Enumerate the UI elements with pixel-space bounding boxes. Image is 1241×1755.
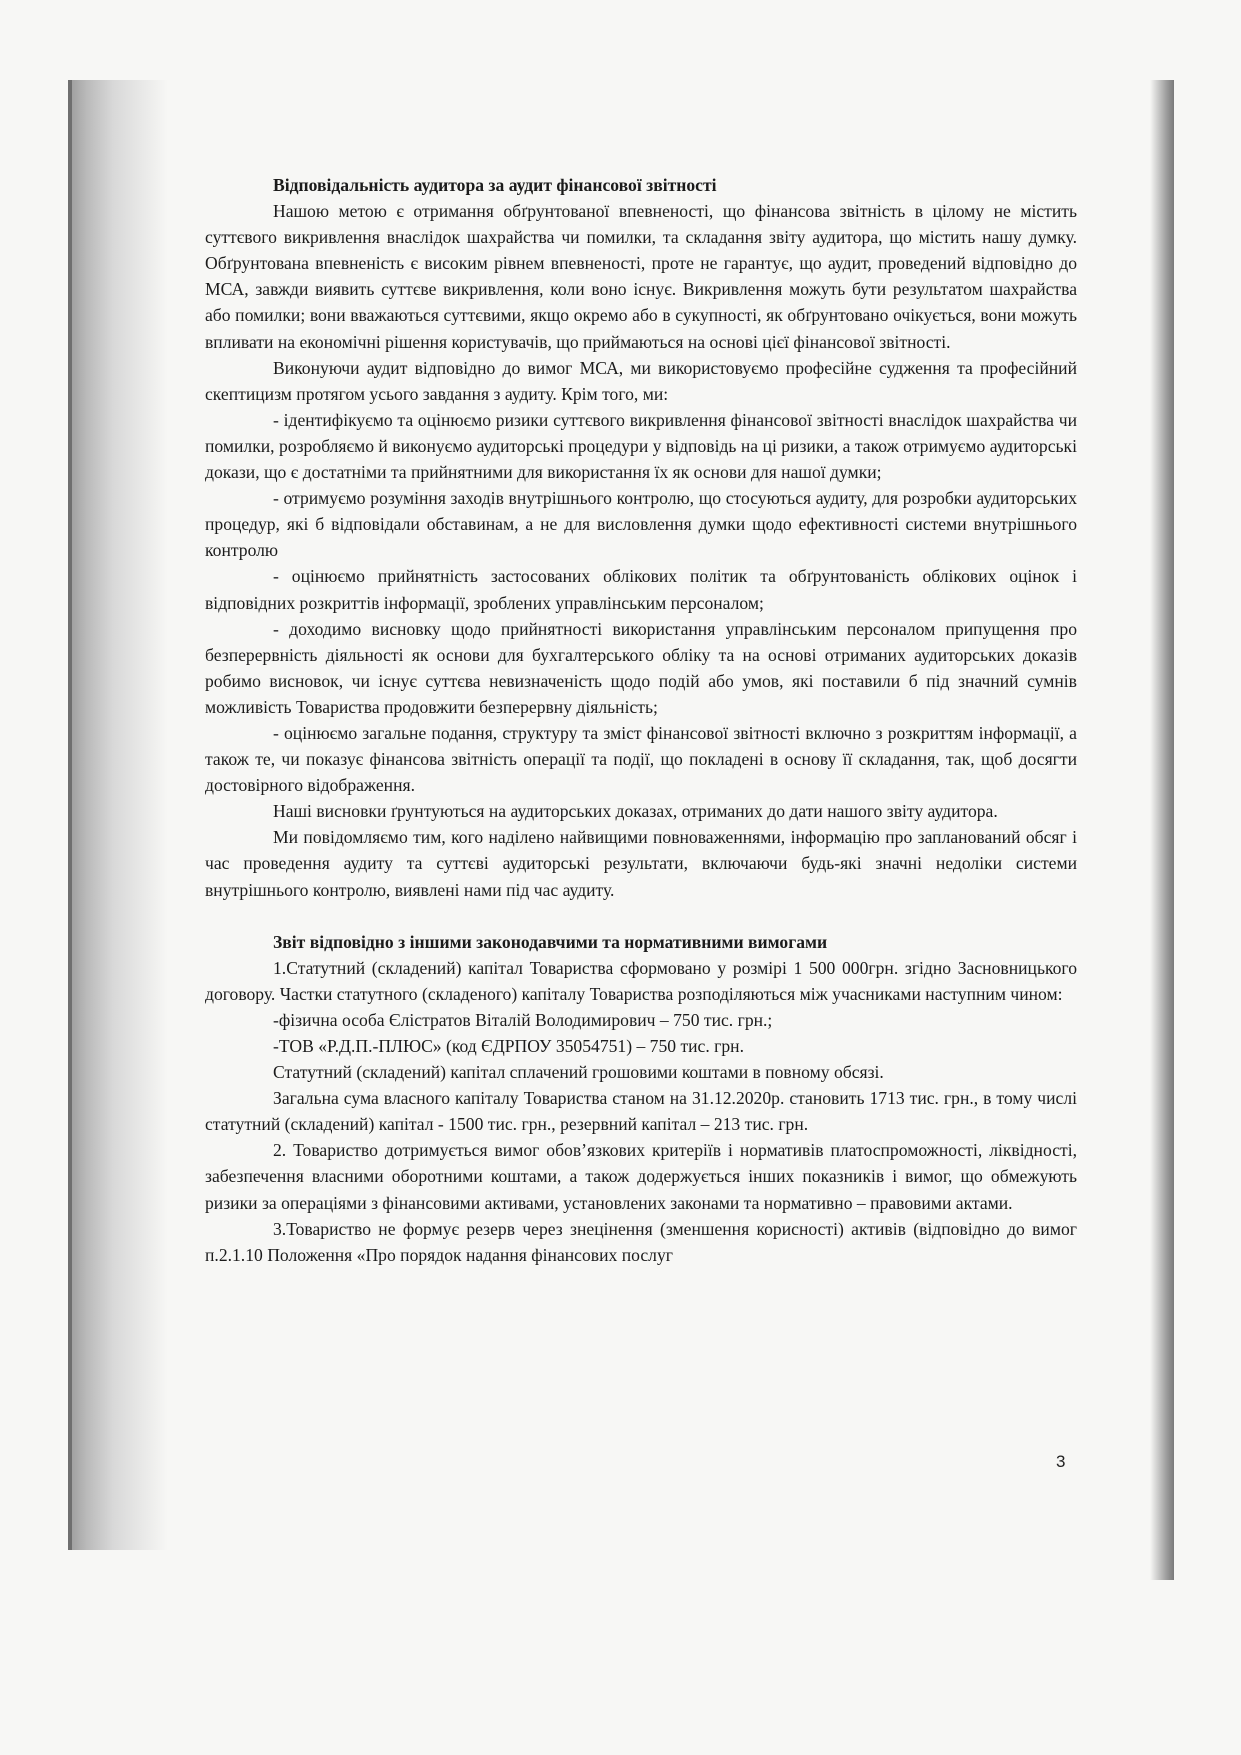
- list-item: - ідентифікуємо та оцінюємо ризики суттєвого викривлення фінансової звітності внаслідок шахрайства чи помилки, розробляємо й виконуємо аудиторські процедури у відповідь на ці ризики, а також отримуємо аудиторські докази, що є достатніми та прийнятними для використання їх як основи для нашої думки;: [205, 409, 1077, 483]
- list-item: - оцінюємо загальне подання, структуру та зміст фінансової звітності включно з розкриттям інформації, а також те, чи показує фінансова звітність операції та події, що покладені в основу її складання, так, щоб досягти достовірного відображення.: [205, 722, 1077, 796]
- page-number: 3: [1056, 1452, 1066, 1471]
- scan-edge-left: [68, 80, 72, 1550]
- paragraph: 3.Товариство не формує резерв через знецінення (зменшення корисності) активів (відповідно до вимог п.2.1.10 Положення «Про порядок надання фінансових послуг: [205, 1218, 1077, 1265]
- scan-shadow-right: [1150, 80, 1174, 1580]
- shareholder-item: -фізична особа Єлістратов Віталій Володимирович – 750 тис. грн.;: [273, 1009, 773, 1030]
- shareholder-item: -ТОВ «Р.Д.П.-ПЛЮС» (код ЄДРПОУ 35054751) – 750 тис. грн.: [273, 1036, 744, 1056]
- scan-shadow-left: [68, 80, 168, 1550]
- list-item: - отримуємо розуміння заходів внутрішнього контролю, що стосуються аудиту, для розробки аудиторських процедур, які б відповідали обставинам, а не для висловлення думки щодо ефективності системи внутрішнього контролю: [205, 488, 1077, 561]
- section-heading-other-requirements: Звіт відповідно з іншими законодавчими та нормативними вимогами: [273, 931, 828, 952]
- paragraph: Наші висновки ґрунтуються на аудиторських доказах, отриманих до дати нашого звіту аудитора.: [273, 801, 998, 822]
- document-page: [205, 172, 1077, 1472]
- paragraph: Загальна сума власного капіталу Товариства станом на 31.12.2020р. становить 1713 тис. грн., в тому числі статутний (складений) капітал - 1500 тис. грн., резервний капітал – 213 тис. грн.: [205, 1088, 1077, 1135]
- paragraph: Виконуючи аудит відповідно до вимог МСА, ми використовуємо професійне судження та професійний скептицизм протягом усього завдання з аудиту. Крім того, ми:: [205, 357, 1077, 404]
- paragraph: Статутний (складений) капітал сплачений грошовими коштами в повному обсязі.: [273, 1062, 884, 1083]
- paragraph: Нашою метою є отримання обґрунтованої впевненості, що фінансова звітність в цілому не містить суттєвого викривлення внаслідок шахрайства чи помилки, та складання звіту аудитора, що містить нашу думку. Обґрунтована впевненість є високим рівнем впевненості, проте не гарантує, що аудит, проведений відповідно до МСА, завжди виявить суттєве викривлення, коли воно існує. Викривлення можуть бути результатом шахрайства або помилки; вони вважаються суттєвими, якщо окремо або в сукупності, як обґрунтовано очікується, вони можуть впливати на економічні рішення користувачів, що приймаються на основі цієї фінансової звітності.: [205, 201, 1077, 352]
- section-heading-auditor-responsibility: Відповідальність аудитора за аудит фінансової звітності: [273, 175, 717, 195]
- paragraph: 2. Товариство дотримується вимог обов’язкових критеріїв і нормативів платоспроможності, ліквідності, забезпечення власними оборотними коштами, а також додержується інших показників і вимог, що обмежують ризики за операціями з фінансовими активами, установлених законами та нормативно – правовими актами.: [205, 1140, 1077, 1213]
- list-item: - оцінюємо прийнятність застосованих облікових політик та обґрунтованість облікових оцінок і відповідних розкриттів інформації, зроблених управлінським персоналом;: [205, 566, 1077, 613]
- paragraph: Ми повідомляємо тим, кого наділено найвищими повноваженнями, інформацію про запланований обсяг і час проведення аудиту та суттєві аудиторські результати, включаючи будь-які значні недоліки системи внутрішнього контролю, виявлені нами під час аудиту.: [205, 827, 1077, 900]
- paragraph: 1.Статутний (складений) капітал Товариства сформовано у розмірі 1 500 000грн. згідно Засновницького договору. Частки статутного (складеного) капіталу Товариства розподіляються між учасниками наступним чином:: [205, 957, 1077, 1004]
- spacer: [205, 903, 1077, 929]
- list-item: - доходимо висновку щодо прийнятності використання управлінським персоналом припущення про безперервність діяльності як основи для бухгалтерського обліку та на основі отриманих аудиторських доказів робимо висновок, чи існує суттєва невизначеність щодо подій або умов, які поставили б під значний сумнів можливість Товариства продовжити безперервну діяльність;: [205, 618, 1077, 717]
